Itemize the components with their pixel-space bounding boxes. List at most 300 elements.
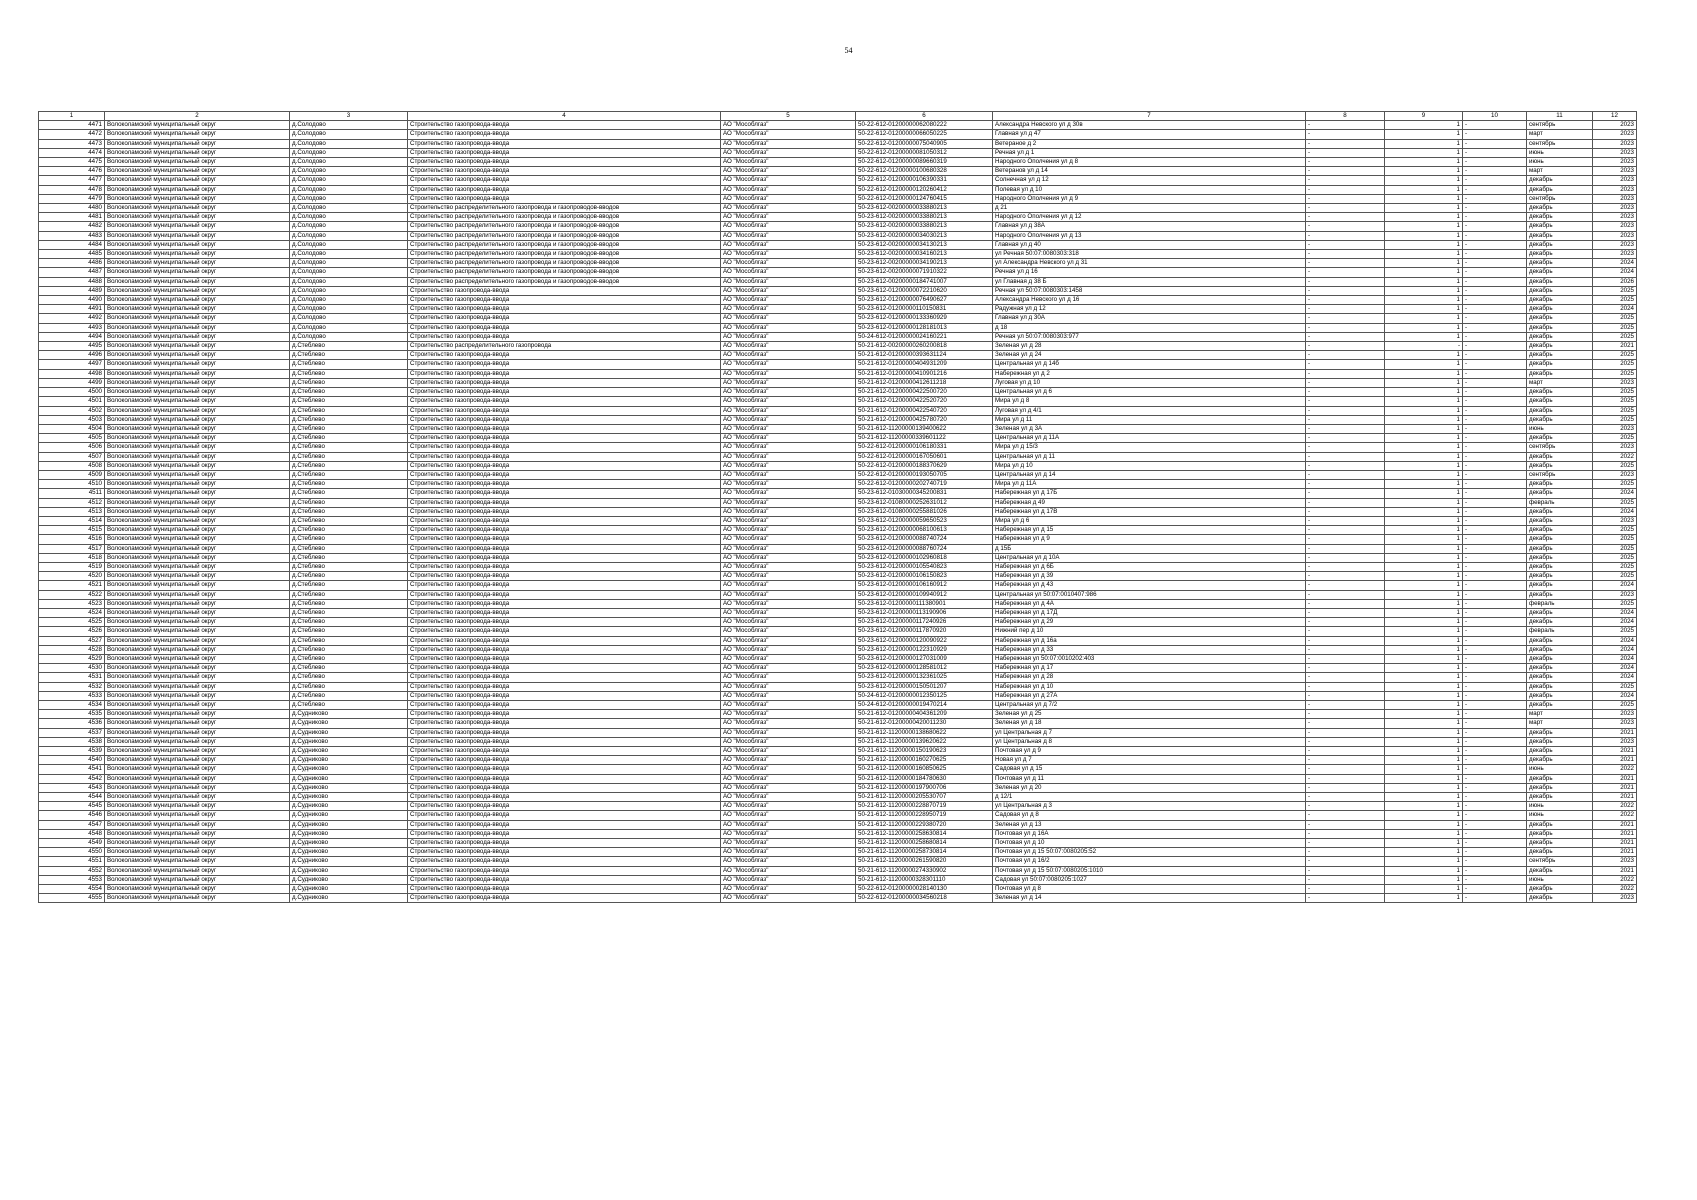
table-cell-col-4: Строительство газопровода-ввода	[408, 388, 721, 397]
table-cell-col-2: Волоколамский муниципальный округ	[105, 747, 290, 756]
table-cell-col-7: Центральная ул д 11А	[993, 434, 1306, 443]
table-cell-col-5: АО "Мособлгаз"	[721, 572, 856, 581]
table-cell-col-6: 50-23-612-01200000113190906	[856, 608, 993, 617]
table-cell-col-1: 4510	[39, 480, 105, 489]
table-cell-col-11: декабрь	[1527, 231, 1593, 240]
table-row	[39, 323, 1637, 332]
table-row	[39, 222, 1637, 231]
table-cell-col-5: АО "Мособлгаз"	[721, 793, 856, 802]
table-cell-col-8: -	[1306, 323, 1385, 332]
table-row	[39, 369, 1637, 378]
table-cell-col-1: 4540	[39, 756, 105, 765]
table-cell-col-5: АО "Мособлгаз"	[721, 305, 856, 314]
table-cell-col-6: 50-22-612-01200000167050601	[856, 452, 993, 461]
table-cell-col-6: 50-23-612-01200000105540823	[856, 562, 993, 571]
table-cell-col-8: -	[1306, 553, 1385, 562]
table-cell-col-6: 50-21-612-11200000197900706	[856, 783, 993, 792]
table-row	[39, 443, 1637, 452]
table-cell-col-8: -	[1306, 866, 1385, 875]
table-cell-col-7: Набережная ул д 17Б	[993, 489, 1306, 498]
table-cell-col-12: 2025	[1593, 572, 1637, 581]
table-cell-col-1: 4530	[39, 664, 105, 673]
table-row	[39, 277, 1637, 286]
table-cell-col-7: Садовая ул д 8	[993, 811, 1306, 820]
table-cell-col-10: -	[1463, 406, 1527, 415]
table-cell-col-9: 1	[1385, 793, 1463, 802]
table-cell-col-1: 4494	[39, 332, 105, 341]
table-cell-col-3: д.Стеблево	[290, 397, 408, 406]
table-cell-col-6: 50-23-612-01200000111380901	[856, 599, 993, 608]
table-cell-col-5: АО "Мособлгаз"	[721, 590, 856, 599]
table-cell-col-9: 1	[1385, 691, 1463, 700]
table-cell-col-8: -	[1306, 783, 1385, 792]
table-cell-col-5: АО "Мособлгаз"	[721, 332, 856, 341]
table-cell-col-7: Центральная ул д 14б	[993, 360, 1306, 369]
table-cell-col-6: 50-23-612-01200000076490627	[856, 296, 993, 305]
table-row	[39, 673, 1637, 682]
table-cell-col-11: декабрь	[1527, 296, 1593, 305]
table-cell-col-9: 1	[1385, 526, 1463, 535]
table-row	[39, 581, 1637, 590]
table-cell-col-2: Волоколамский муниципальный округ	[105, 342, 290, 351]
table-cell-col-11: декабрь	[1527, 894, 1593, 903]
table-cell-col-6: 50-24-612-01200000019470214	[856, 701, 993, 710]
table-row	[39, 378, 1637, 387]
table-cell-col-5: АО "Мособлгаз"	[721, 710, 856, 719]
table-cell-col-3: д.Стеблево	[290, 645, 408, 654]
table-cell-col-5: АО "Мособлгаз"	[721, 176, 856, 185]
table-cell-col-9: 1	[1385, 250, 1463, 259]
table-cell-col-1: 4514	[39, 516, 105, 525]
table-cell-col-1: 4511	[39, 489, 105, 498]
table-cell-col-9: 1	[1385, 296, 1463, 305]
table-cell-col-5: АО "Мособлгаз"	[721, 378, 856, 387]
table-cell-col-12: 2021	[1593, 756, 1637, 765]
table-cell-col-10: -	[1463, 268, 1527, 277]
table-cell-col-12: 2024	[1593, 618, 1637, 627]
table-cell-col-10: -	[1463, 848, 1527, 857]
table-cell-col-10: -	[1463, 259, 1527, 268]
table-cell-col-8: -	[1306, 121, 1385, 130]
table-cell-col-6: 50-23-612-01200000132361025	[856, 673, 993, 682]
table-row	[39, 406, 1637, 415]
table-cell-col-9: 1	[1385, 654, 1463, 663]
table-cell-col-4: Строительство газопровода-ввода	[408, 590, 721, 599]
table-cell-col-10: -	[1463, 516, 1527, 525]
table-cell-col-10: -	[1463, 148, 1527, 157]
table-cell-col-5: АО "Мособлгаз"	[721, 608, 856, 617]
table-cell-col-1: 4518	[39, 553, 105, 562]
table-row	[39, 526, 1637, 535]
table-cell-col-4: Строительство газопровода-ввода	[408, 369, 721, 378]
table-cell-col-7: Зеленая ул д 28	[993, 342, 1306, 351]
table-cell-col-12: 2023	[1593, 240, 1637, 249]
table-row	[39, 765, 1637, 774]
table-cell-col-10: -	[1463, 231, 1527, 240]
table-cell-col-9: 1	[1385, 645, 1463, 654]
table-row	[39, 875, 1637, 884]
table-cell-col-11: декабрь	[1527, 645, 1593, 654]
table-cell-col-9: 1	[1385, 158, 1463, 167]
table-cell-col-9: 1	[1385, 756, 1463, 765]
table-cell-col-8: -	[1306, 572, 1385, 581]
table-cell-col-6: 50-23-612-00200000033880213	[856, 204, 993, 213]
table-cell-col-2: Волоколамский муниципальный округ	[105, 286, 290, 295]
table-cell-col-9: 1	[1385, 378, 1463, 387]
table-cell-col-3: д.Солодово	[290, 323, 408, 332]
table-cell-col-3: д.Солодово	[290, 158, 408, 167]
table-row	[39, 259, 1637, 268]
table-row	[39, 286, 1637, 295]
table-cell-col-6: 50-23-612-01200000120090922	[856, 636, 993, 645]
table-cell-col-7: Ветеранов ул д 14	[993, 167, 1306, 176]
table-cell-col-6: 50-23-612-01200000068100613	[856, 526, 993, 535]
table-cell-col-3: д.Стеблево	[290, 342, 408, 351]
table-cell-col-2: Волоколамский муниципальный округ	[105, 240, 290, 249]
table-cell-col-8: -	[1306, 516, 1385, 525]
table-cell-col-4: Строительство распределительного газопровода и газопроводов-вводов	[408, 250, 721, 259]
table-cell-col-9: 1	[1385, 498, 1463, 507]
header-row	[39, 112, 1637, 121]
table-cell-col-10: -	[1463, 378, 1527, 387]
table-cell-col-1: 4535	[39, 710, 105, 719]
table-cell-col-6: 50-21-612-11200000139400622	[856, 424, 993, 433]
table-cell-col-11: декабрь	[1527, 885, 1593, 894]
table-row	[39, 424, 1637, 433]
table-cell-col-8: -	[1306, 130, 1385, 139]
table-cell-col-5: АО "Мособлгаз"	[721, 194, 856, 203]
table-cell-col-1: 4519	[39, 562, 105, 571]
table-row	[39, 268, 1637, 277]
table-cell-col-9: 1	[1385, 636, 1463, 645]
table-cell-col-10: -	[1463, 240, 1527, 249]
table-cell-col-7: Садовая ул 50:07:0080205:1027	[993, 875, 1306, 884]
table-cell-col-9: 1	[1385, 424, 1463, 433]
table-cell-col-5: АО "Мособлгаз"	[721, 894, 856, 903]
table-cell-col-2: Волоколамский муниципальный округ	[105, 148, 290, 157]
table-cell-col-11: декабрь	[1527, 204, 1593, 213]
table-cell-col-3: д.Солодово	[290, 148, 408, 157]
column-header-2: 2	[105, 112, 290, 121]
table-cell-col-9: 1	[1385, 139, 1463, 148]
table-cell-col-9: 1	[1385, 829, 1463, 838]
table-cell-col-9: 1	[1385, 544, 1463, 553]
table-cell-col-2: Волоколамский муниципальный округ	[105, 544, 290, 553]
table-cell-col-2: Волоколамский муниципальный округ	[105, 204, 290, 213]
table-cell-col-1: 4547	[39, 820, 105, 829]
table-cell-col-4: Строительство газопровода-ввода	[408, 774, 721, 783]
table-cell-col-5: АО "Мособлгаз"	[721, 277, 856, 286]
table-cell-col-9: 1	[1385, 470, 1463, 479]
table-cell-col-1: 4544	[39, 793, 105, 802]
table-cell-col-12: 2021	[1593, 848, 1637, 857]
table-cell-col-3: д.Судниково	[290, 894, 408, 903]
table-cell-col-10: -	[1463, 397, 1527, 406]
table-cell-col-8: -	[1306, 498, 1385, 507]
table-cell-col-11: декабрь	[1527, 360, 1593, 369]
table-cell-col-1: 4480	[39, 204, 105, 213]
table-cell-col-9: 1	[1385, 434, 1463, 443]
table-cell-col-1: 4550	[39, 848, 105, 857]
table-cell-col-8: -	[1306, 526, 1385, 535]
table-cell-col-9: 1	[1385, 562, 1463, 571]
table-cell-col-11: декабрь	[1527, 553, 1593, 562]
table-cell-col-7: Речная ул д 1	[993, 148, 1306, 157]
table-cell-col-6: 50-23-612-01200000133360929	[856, 314, 993, 323]
table-cell-col-6: 50-22-612-01200000120260412	[856, 185, 993, 194]
table-cell-col-9: 1	[1385, 351, 1463, 360]
table-cell-col-5: АО "Мособлгаз"	[721, 415, 856, 424]
table-cell-col-4: Строительство газопровода-ввода	[408, 351, 721, 360]
table-cell-col-4: Строительство распределительного газопровода и газопроводов-вводов	[408, 268, 721, 277]
table-row	[39, 480, 1637, 489]
table-cell-col-9: 1	[1385, 443, 1463, 452]
table-cell-col-12: 2022	[1593, 765, 1637, 774]
table-cell-col-7: Мира ул д 11	[993, 415, 1306, 424]
table-cell-col-7: Зеленая ул д 3А	[993, 424, 1306, 433]
table-cell-col-7: Радужная ул д 12	[993, 305, 1306, 314]
table-cell-col-4: Строительство газопровода-ввода	[408, 332, 721, 341]
table-cell-col-4: Строительство газопровода-ввода	[408, 185, 721, 194]
table-cell-col-10: -	[1463, 185, 1527, 194]
table-cell-col-10: -	[1463, 342, 1527, 351]
table-cell-col-11: декабрь	[1527, 839, 1593, 848]
table-cell-col-9: 1	[1385, 820, 1463, 829]
table-cell-col-3: д.Судниково	[290, 793, 408, 802]
table-row	[39, 130, 1637, 139]
table-cell-col-7: Новая ул д 7	[993, 756, 1306, 765]
table-cell-col-4: Строительство газопровода-ввода	[408, 848, 721, 857]
table-cell-col-5: АО "Мособлгаз"	[721, 701, 856, 710]
table-cell-col-9: 1	[1385, 360, 1463, 369]
table-cell-col-5: АО "Мособлгаз"	[721, 443, 856, 452]
table-cell-col-12: 2025	[1593, 535, 1637, 544]
table-row	[39, 710, 1637, 719]
table-cell-col-4: Строительство газопровода-ввода	[408, 305, 721, 314]
table-cell-col-12: 2023	[1593, 185, 1637, 194]
table-cell-col-8: -	[1306, 489, 1385, 498]
table-cell-col-3: д.Солодово	[290, 305, 408, 314]
table-cell-col-6: 50-23-612-00200000071910322	[856, 268, 993, 277]
table-cell-col-8: -	[1306, 756, 1385, 765]
table-cell-col-4: Строительство газопровода-ввода	[408, 535, 721, 544]
table-cell-col-11: декабрь	[1527, 434, 1593, 443]
table-cell-col-8: -	[1306, 388, 1385, 397]
table-cell-col-1: 4497	[39, 360, 105, 369]
table-cell-col-12: 2021	[1593, 783, 1637, 792]
table-cell-col-10: -	[1463, 599, 1527, 608]
table-cell-col-3: д.Судниково	[290, 802, 408, 811]
table-cell-col-10: -	[1463, 562, 1527, 571]
table-cell-col-8: -	[1306, 544, 1385, 553]
table-cell-col-11: декабрь	[1527, 608, 1593, 617]
table-cell-col-1: 4529	[39, 654, 105, 663]
table-row	[39, 498, 1637, 507]
table-cell-col-8: -	[1306, 562, 1385, 571]
table-cell-col-2: Волоколамский муниципальный округ	[105, 691, 290, 700]
table-cell-col-6: 50-23-612-01200000088740724	[856, 535, 993, 544]
table-cell-col-5: АО "Мособлгаз"	[721, 820, 856, 829]
table-cell-col-7: Почтовая ул д 9	[993, 747, 1306, 756]
table-cell-col-1: 4496	[39, 351, 105, 360]
table-cell-col-10: -	[1463, 608, 1527, 617]
table-cell-col-11: март	[1527, 167, 1593, 176]
table-cell-col-1: 4491	[39, 305, 105, 314]
table-cell-col-8: -	[1306, 654, 1385, 663]
table-cell-col-1: 4500	[39, 388, 105, 397]
table-cell-col-4: Строительство газопровода-ввода	[408, 765, 721, 774]
table-cell-col-5: АО "Мособлгаз"	[721, 507, 856, 516]
table-cell-col-2: Волоколамский муниципальный округ	[105, 572, 290, 581]
table-cell-col-5: АО "Мособлгаз"	[721, 673, 856, 682]
table-cell-col-6: 50-23-612-01200000150501207	[856, 682, 993, 691]
table-cell-col-2: Волоколамский муниципальный округ	[105, 424, 290, 433]
table-cell-col-7: Речная ул 50:07:0080303:1458	[993, 286, 1306, 295]
table-cell-col-10: -	[1463, 829, 1527, 838]
table-cell-col-7: Набережная ул д 17Д	[993, 608, 1306, 617]
table-cell-col-3: д.Солодово	[290, 194, 408, 203]
table-cell-col-2: Волоколамский муниципальный округ	[105, 351, 290, 360]
table-cell-col-5: АО "Мособлгаз"	[721, 213, 856, 222]
table-cell-col-2: Волоколамский муниципальный округ	[105, 820, 290, 829]
table-cell-col-4: Строительство газопровода-ввода	[408, 314, 721, 323]
table-cell-col-4: Строительство газопровода-ввода	[408, 627, 721, 636]
table-cell-col-6: 50-23-612-01200000128181013	[856, 323, 993, 332]
table-cell-col-2: Волоколамский муниципальный округ	[105, 406, 290, 415]
table-cell-col-3: д.Судниково	[290, 756, 408, 765]
table-cell-col-10: -	[1463, 434, 1527, 443]
table-cell-col-3: д.Стеблево	[290, 461, 408, 470]
table-cell-col-11: декабрь	[1527, 406, 1593, 415]
table-cell-col-3: д.Солодово	[290, 286, 408, 295]
table-cell-col-7: Мира ул д 11А	[993, 480, 1306, 489]
table-cell-col-10: -	[1463, 820, 1527, 829]
table-cell-col-4: Строительство газопровода-ввода	[408, 820, 721, 829]
table-cell-col-5: АО "Мособлгаз"	[721, 654, 856, 663]
table-row	[39, 148, 1637, 157]
table-cell-col-3: д.Солодово	[290, 332, 408, 341]
table-cell-col-1: 4548	[39, 829, 105, 838]
table-cell-col-7: д 12/1	[993, 793, 1306, 802]
table-cell-col-3: д.Судниково	[290, 747, 408, 756]
table-cell-col-3: д.Солодово	[290, 167, 408, 176]
table-cell-col-5: АО "Мособлгаз"	[721, 185, 856, 194]
table-cell-col-9: 1	[1385, 802, 1463, 811]
table-cell-col-7: Центральная ул д 7/2	[993, 701, 1306, 710]
table-cell-col-11: июнь	[1527, 148, 1593, 157]
data-table	[38, 111, 1637, 903]
table-cell-col-6: 50-21-612-11200000205530707	[856, 793, 993, 802]
table-row	[39, 489, 1637, 498]
table-cell-col-4: Строительство газопровода-ввода	[408, 498, 721, 507]
table-cell-col-8: -	[1306, 415, 1385, 424]
table-cell-col-9: 1	[1385, 130, 1463, 139]
table-cell-col-2: Волоколамский муниципальный округ	[105, 590, 290, 599]
table-cell-col-12: 2025	[1593, 553, 1637, 562]
table-cell-col-12: 2021	[1593, 829, 1637, 838]
table-cell-col-5: АО "Мособлгаз"	[721, 314, 856, 323]
table-cell-col-6: 50-23-612-00200000034030213	[856, 231, 993, 240]
table-cell-col-6: 50-22-612-01200000124760415	[856, 194, 993, 203]
table-cell-col-10: -	[1463, 121, 1527, 130]
table-cell-col-1: 4503	[39, 415, 105, 424]
table-cell-col-8: -	[1306, 636, 1385, 645]
table-cell-col-10: -	[1463, 710, 1527, 719]
table-cell-col-3: д.Стеблево	[290, 562, 408, 571]
table-cell-col-9: 1	[1385, 701, 1463, 710]
table-cell-col-3: д.Судниково	[290, 839, 408, 848]
table-cell-col-2: Волоколамский муниципальный округ	[105, 139, 290, 148]
table-cell-col-3: д.Солодово	[290, 121, 408, 130]
table-cell-col-3: д.Солодово	[290, 213, 408, 222]
table-cell-col-7: Зеленая ул д 13	[993, 820, 1306, 829]
table-cell-col-9: -	[1385, 342, 1463, 351]
table-cell-col-11: сентябрь	[1527, 194, 1593, 203]
table-cell-col-5: АО "Мособлгаз"	[721, 498, 856, 507]
table-cell-col-2: Волоколамский муниципальный округ	[105, 793, 290, 802]
table-cell-col-11: декабрь	[1527, 728, 1593, 737]
table-cell-col-4: Строительство газопровода-ввода	[408, 581, 721, 590]
table-cell-col-9: 1	[1385, 811, 1463, 820]
table-cell-col-5: АО "Мособлгаз"	[721, 526, 856, 535]
table-cell-col-5: АО "Мособлгаз"	[721, 434, 856, 443]
table-cell-col-9: 1	[1385, 305, 1463, 314]
table-cell-col-12: 2024	[1593, 489, 1637, 498]
table-cell-col-9: 1	[1385, 323, 1463, 332]
table-cell-col-11: декабрь	[1527, 590, 1593, 599]
table-cell-col-3: д.Солодово	[290, 204, 408, 213]
table-row	[39, 839, 1637, 848]
table-cell-col-12: 2023	[1593, 204, 1637, 213]
table-cell-col-7: Почтовая ул д 10	[993, 839, 1306, 848]
table-cell-col-8: -	[1306, 507, 1385, 516]
table-cell-col-9: 1	[1385, 572, 1463, 581]
table-cell-col-3: д.Стеблево	[290, 636, 408, 645]
table-cell-col-1: 4531	[39, 673, 105, 682]
table-cell-col-10: -	[1463, 204, 1527, 213]
table-cell-col-7: Набережная ул д 10	[993, 682, 1306, 691]
table-cell-col-5: АО "Мособлгаз"	[721, 351, 856, 360]
table-cell-col-12: 2025	[1593, 332, 1637, 341]
table-cell-col-12: 2025	[1593, 314, 1637, 323]
table-cell-col-8: -	[1306, 673, 1385, 682]
table-cell-col-10: -	[1463, 498, 1527, 507]
table-cell-col-12: 2023	[1593, 121, 1637, 130]
table-body	[39, 121, 1637, 903]
table-cell-col-11: сентябрь	[1527, 470, 1593, 479]
table-cell-col-10: -	[1463, 857, 1527, 866]
table-cell-col-6: 50-23-612-01200000088760724	[856, 544, 993, 553]
table-cell-col-12: 2024	[1593, 507, 1637, 516]
table-cell-col-1: 4509	[39, 470, 105, 479]
table-cell-col-10: -	[1463, 793, 1527, 802]
table-cell-col-3: д.Стеблево	[290, 470, 408, 479]
table-cell-col-3: д.Стеблево	[290, 664, 408, 673]
table-cell-col-5: АО "Мособлгаз"	[721, 139, 856, 148]
table-cell-col-8: -	[1306, 581, 1385, 590]
table-cell-col-7: Центральная ул д 10А	[993, 553, 1306, 562]
table-cell-col-12: 2023	[1593, 158, 1637, 167]
table-cell-col-4: Строительство газопровода-ввода	[408, 544, 721, 553]
table-cell-col-9: 1	[1385, 388, 1463, 397]
table-cell-col-12: 2023	[1593, 590, 1637, 599]
table-cell-col-3: д.Стеблево	[290, 443, 408, 452]
table-cell-col-11: декабрь	[1527, 829, 1593, 838]
table-cell-col-12: 2025	[1593, 351, 1637, 360]
table-cell-col-9: 1	[1385, 710, 1463, 719]
table-cell-col-2: Волоколамский муниципальный округ	[105, 875, 290, 884]
table-cell-col-11: декабрь	[1527, 388, 1593, 397]
